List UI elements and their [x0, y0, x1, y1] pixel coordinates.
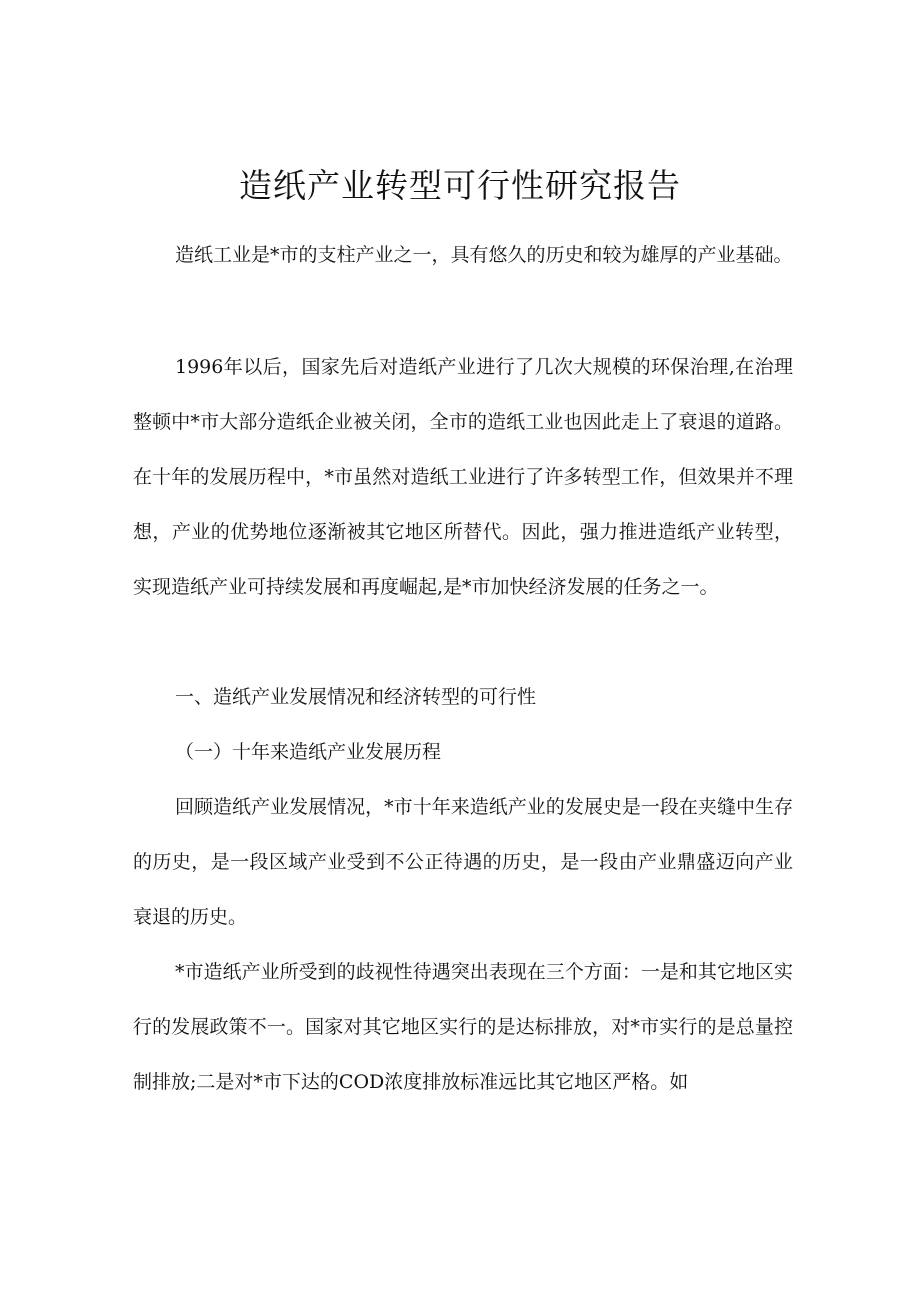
- section-heading: 一、造纸产业发展情况和经济转型的可行性: [175, 686, 537, 708]
- document-title: 造纸产业转型可行性研究报告: [239, 166, 681, 205]
- paragraph-discrimination: *市造纸产业所受到的歧视性待遇突出表现在三个方面：一是和其它地区实行的发展政策不一。国家对其它地区实行的是达标排放，对*市实行的是总量控制排放;二是对*市下达的COD浓度排放标准远比其它地区严格。如: [133, 961, 793, 1093]
- paragraph-history: 1996年以后，国家先后对造纸产业进行了几次大规模的环保治理,在治理整顿中*市大部分造纸企业被关闭，全市的造纸工业也因此走上了衰退的道路。在十年的发展历程中，*市虽然对造纸工业进行了许多转型工作，但效果并不理想，产业的优势地位逐渐被其它地区所替代。因此，强力推进造纸产业转型，实现造纸产业可持续发展和再度崛起,是*市加快经济发展的任务之一。: [133, 356, 793, 598]
- subsection-heading: （一）十年来造纸产业发展历程: [175, 741, 442, 763]
- paragraph-review: 回顾造纸产业发展情况，*市十年来造纸产业的发展史是一段在夹缝中生存的历史，是一段区域产业受到不公正待遇的历史，是一段由产业鼎盛迈向产业衰退的历史。: [133, 796, 793, 928]
- paragraph-intro: 造纸工业是*市的支柱产业之一，具有悠久的历史和较为雄厚的产业基础。: [175, 244, 793, 266]
